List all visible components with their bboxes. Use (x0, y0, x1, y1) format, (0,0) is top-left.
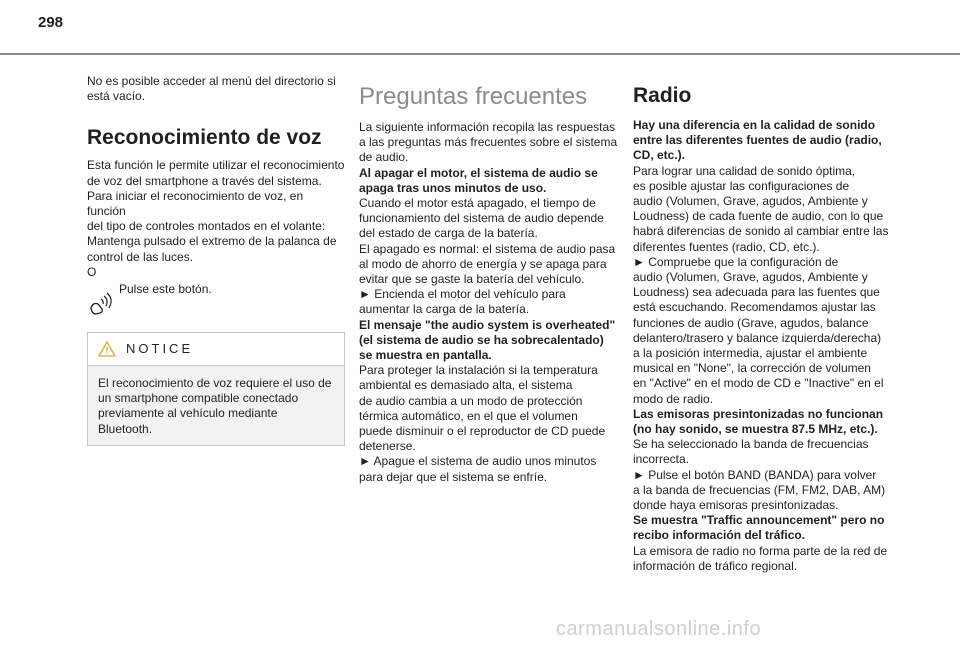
heading-faq: Preguntas frecuentes (359, 83, 588, 110)
column-middle (359, 74, 619, 485)
body-line: La emisora de radio no forma parte de la red de (633, 543, 888, 558)
heading-radio: Radio (633, 84, 692, 107)
body-line: Se ha seleccionado la banda de frecuencias (633, 437, 869, 452)
notice-line: previamente al vehículo mediante Bluetooth. (98, 406, 278, 436)
body-line: a las preguntas más frecuentes sobre el sistema (359, 135, 618, 150)
body-line: evitar que se gaste la batería del vehículo. (359, 272, 585, 287)
page-number: 298 (38, 14, 64, 31)
body-line: CD, etc.). (633, 148, 686, 163)
body-line: donde haya emisoras presintonizadas. (633, 498, 839, 513)
body-line: Loudness) de cada fuente de audio, con lo que (633, 209, 884, 224)
watermark: carmanualsonline.info (556, 618, 762, 640)
column-left (87, 74, 345, 446)
body-line: (no hay sonido, se muestra 87.5 MHz, etc.). (633, 422, 878, 437)
body-line: Loudness) sea adecuada para las fuentes que (633, 285, 880, 300)
body-line: habrá diferencias de sonido al cambiar entre las (633, 224, 889, 239)
column-right (633, 74, 893, 574)
body-line: de audio. (359, 150, 409, 165)
warning-triangle-icon (98, 341, 116, 357)
body-line: Para lograr una calidad de sonido óptima, (633, 163, 856, 178)
body-line: ► Encienda el motor del vehículo para (359, 287, 566, 302)
body-line: funciones de audio (Grave, agudos, balance (633, 315, 869, 330)
body-line: audio (Volumen, Grave, agudos, Ambiente y (633, 194, 868, 209)
body-line: puede disminuir o el reproductor de CD puede (359, 424, 606, 439)
body-line: al modo de ahorro de energía y se apaga para (359, 256, 607, 271)
voice-command-icon (87, 290, 117, 316)
body-line: es posible ajustar las configuraciones de (633, 178, 850, 193)
body-line: se muestra en pantalla. (359, 348, 492, 363)
body-line: ► Apague el sistema de audio unos minutos (359, 454, 597, 469)
body-line: Las emisoras presintonizadas no funcionan (633, 406, 884, 421)
body-line: a la banda de frecuencias (FM, FM2, DAB, AM) (633, 482, 886, 497)
body-line: en "Active" en el modo de CD e "Inactive" en el (633, 376, 884, 391)
body-line: información de tráfico regional. (633, 558, 798, 573)
body-line: O (87, 264, 97, 279)
body-line: incorrecta. (633, 452, 690, 467)
body-line: Para iniciar el reconocimiento de voz, en función (87, 188, 304, 219)
radio-body (633, 118, 893, 574)
notice-title: NOTICE (126, 341, 194, 357)
body-line: control de las luces. (87, 249, 194, 264)
body-line: audio (Volumen, Grave, agudos, Ambiente y (633, 270, 868, 285)
notice-header (88, 333, 344, 366)
body-line: El mensaje "the audio system is overheated" (359, 317, 616, 332)
intro-line: está vacío. (87, 89, 146, 104)
body-line: para dejar que el sistema se enfríe. (359, 469, 548, 484)
intro-line: No es posible acceder al menú del directorio si (87, 74, 336, 88)
body-line: Mantenga pulsado el extremo de la palanca de (87, 234, 337, 249)
body-line: está escuchando. Recomendamos ajustar las (633, 300, 876, 315)
body-line: funcionamiento del sistema de audio depende (359, 211, 604, 226)
body-line: delantero/trasero y balance izquierda/derecha) (633, 330, 882, 345)
body-line: a la posición intermedia, ajustar el ambiente (633, 346, 868, 361)
body-line: apaga tras unos minutos de uso. (359, 180, 547, 195)
notice-line: un smartphone compatible conectado (98, 391, 299, 406)
body-line: Esta función le permite utilizar el reconocimiento (87, 158, 345, 173)
body-line: entre las diferentes fuentes de audio (radio, (633, 133, 882, 148)
body-line: diferentes fuentes (radio, CD, etc.). (633, 239, 820, 254)
body-line: de audio cambia a un modo de protección (359, 393, 583, 408)
body-line: recibo información del tráfico. (633, 528, 806, 543)
body-line: El apagado es normal: el sistema de audio pasa (359, 241, 616, 256)
faq-body (359, 120, 619, 485)
notice-line: El reconocimiento de voz requiere el uso de (98, 376, 332, 391)
voice-instruction: Pulse este botón. (119, 282, 212, 297)
body-line: térmica automático, en el que el volumen (359, 408, 578, 423)
body-line: modo de radio. (633, 391, 714, 406)
body-line: ► Compruebe que la configuración de (633, 254, 839, 269)
body-line: La siguiente información recopila las respuestas (359, 120, 616, 134)
header-divider (0, 53, 960, 55)
body-line: ambiental es demasiado alta, el sistema (359, 378, 573, 393)
body-line: del estado de carga de la batería. (359, 226, 538, 241)
body-line: musical en "None", la corrección de volumen (633, 361, 871, 376)
body-line: Hay una diferencia en la calidad de sonido (633, 118, 876, 132)
voice-button-row (87, 282, 345, 316)
notice-box (87, 332, 345, 446)
body-line: Al apagar el motor, el sistema de audio se (359, 165, 598, 180)
body-line: Se muestra "Traffic announcement" pero no (633, 513, 885, 528)
body-line: aumentar la carga de la batería. (359, 302, 530, 317)
body-line: detenerse. (359, 439, 416, 454)
body-line: del tipo de controles montados en el volante: (87, 219, 326, 234)
heading-voice-recognition: Reconocimiento de voz (87, 126, 322, 150)
notice-body (88, 366, 344, 445)
body-line: Cuando el motor está apagado, el tiempo de (359, 196, 596, 211)
body-line: (el sistema de audio se ha sobrecalentado) (359, 332, 604, 347)
body-line: Para proteger la instalación si la temperatura (359, 363, 598, 378)
body-line: ► Pulse el botón BAND (BANDA) para volver (633, 467, 877, 482)
body-line: de voz del smartphone a través del sistema. (87, 173, 322, 188)
